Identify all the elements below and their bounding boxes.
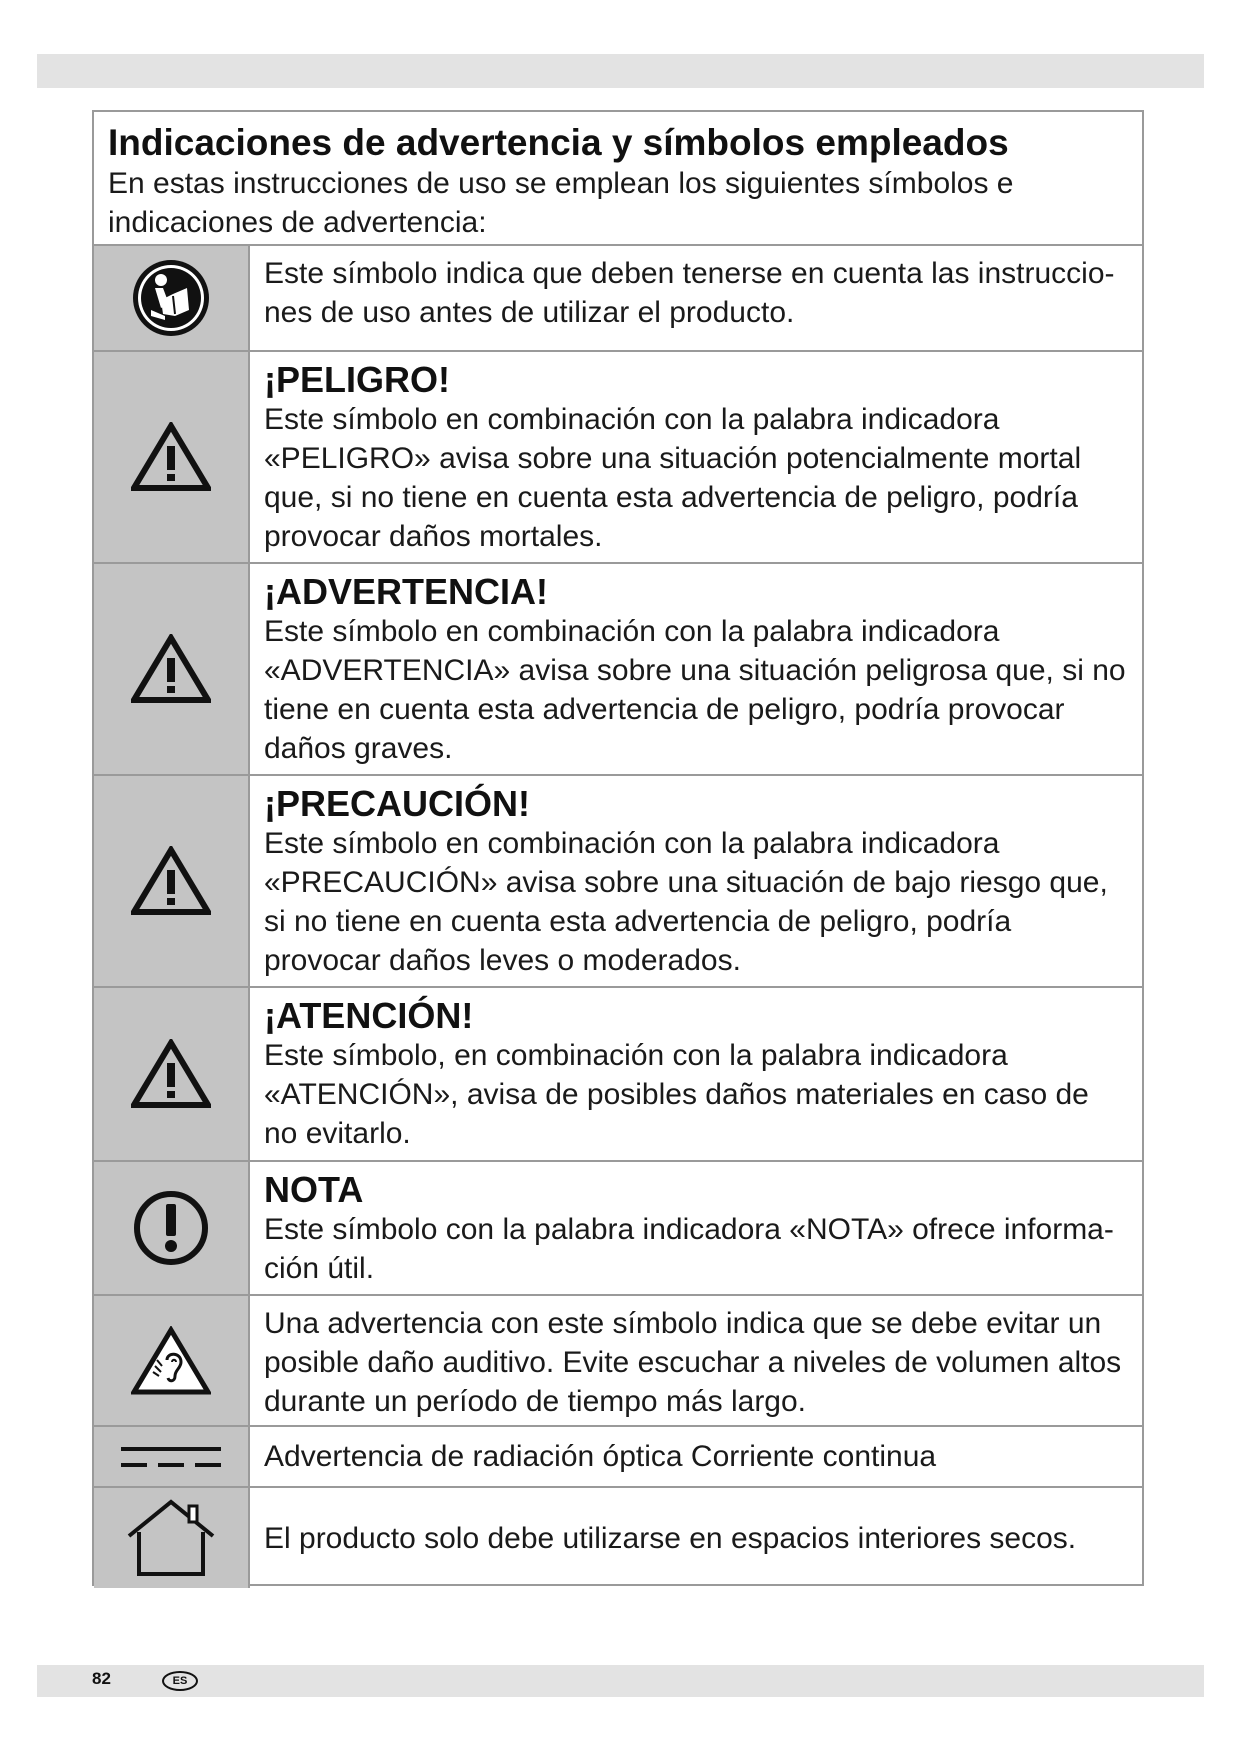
text-cell <box>250 246 1142 350</box>
table-row <box>94 352 1142 564</box>
icon-cell <box>94 988 250 1160</box>
description-hearing: Una advertencia con este símbolo indica que se debe evitar un posible daño auditivo. Evite escuchar a niveles de volumen altos durante un período de tiempo más largo. <box>264 1307 1122 1418</box>
signal-word-atencion: ¡ATENCIÓN! <box>264 995 474 1036</box>
icon-cell <box>94 246 250 350</box>
warning-triangle-icon <box>131 634 211 704</box>
text-cell <box>250 1296 1142 1425</box>
icon-cell <box>94 1162 250 1294</box>
language-badge: ES <box>162 1671 198 1691</box>
table-row <box>94 1488 1142 1588</box>
exclamation-circle-icon <box>131 1188 211 1268</box>
signal-word-nota: NOTA <box>264 1169 364 1210</box>
description-peligro: Este símbolo en combinación con la palabra indicadora «PELIGRO» avisa sobre una situación potencialmente mortal que, si no tiene en cuenta esta advertencia de peligro, podría provocar daños mortales. <box>264 403 1082 553</box>
warning-triangle-icon <box>131 846 211 916</box>
bottom-band <box>37 1665 1204 1697</box>
table-row <box>94 1162 1142 1296</box>
icon-cell <box>94 352 250 562</box>
read-manual-icon <box>131 258 211 338</box>
warning-triangle-icon <box>131 1039 211 1109</box>
description-read-manual: Este símbolo indica que deben tenerse en cuenta las instruccio- nes de uso antes de utilizar el producto. <box>264 257 1115 329</box>
table-row <box>94 1296 1142 1427</box>
table-row <box>94 564 1142 776</box>
top-band <box>37 54 1204 88</box>
icon-cell <box>94 1296 250 1425</box>
table-row <box>94 246 1142 352</box>
text-cell <box>250 988 1142 1160</box>
text-cell <box>250 776 1142 986</box>
signal-word-precaucion: ¡PRECAUCIÓN! <box>264 783 530 824</box>
table-row <box>94 776 1142 988</box>
direct-current-icon <box>121 1441 221 1473</box>
house-icon <box>125 1498 217 1578</box>
section-title: Indicaciones de advertencia y símbolos empleados <box>108 122 1009 163</box>
text-cell <box>250 1162 1142 1294</box>
description-indoor-only: El producto solo debe utilizarse en espacios interiores secos. <box>264 1521 1077 1555</box>
description-advertencia: Este símbolo en combinación con la palabra indicadora «ADVERTENCIA» avisa sobre una situación peligrosa que, si no tiene en cuenta esta advertencia de peligro, podría provocar daños graves. <box>264 615 1126 765</box>
signal-word-advertencia: ¡ADVERTENCIA! <box>264 571 548 612</box>
description-atencion: Este símbolo, en combinación con la palabra indicadora «ATENCIÓN», avisa de posibles daños materiales en caso de no evitarlo. <box>264 1039 1089 1150</box>
table-row <box>94 1427 1142 1488</box>
description-direct-current: Advertencia de radiación óptica Corriente continua <box>264 1440 937 1473</box>
text-cell <box>250 564 1142 774</box>
signal-word-peligro: ¡PELIGRO! <box>264 359 450 400</box>
symbols-table <box>92 110 1144 1586</box>
text-cell <box>250 1488 1142 1588</box>
warning-triangle-icon <box>131 422 211 492</box>
page-number: 82 <box>92 1669 111 1688</box>
icon-cell <box>94 1488 250 1588</box>
icon-cell <box>94 1427 250 1486</box>
description-nota: Este símbolo con la palabra indicadora «NOTA» ofrece informa- ción útil. <box>264 1213 1114 1285</box>
icon-cell <box>94 564 250 774</box>
description-precaucion: Este símbolo en combinación con la palabra indicadora «PRECAUCIÓN» avisa sobre una situación de bajo riesgo que, si no tiene en cuenta esta advertencia de peligro, podría provocar daños leves o moderados. <box>264 827 1108 977</box>
section-intro: En estas instrucciones de uso se emplean los siguientes símbolos e indicaciones de advertencia: <box>108 167 1014 239</box>
table-header <box>94 112 1142 246</box>
hearing-damage-icon <box>131 1326 211 1396</box>
text-cell <box>250 352 1142 562</box>
table-row <box>94 988 1142 1162</box>
icon-cell <box>94 776 250 986</box>
text-cell <box>250 1427 1142 1486</box>
